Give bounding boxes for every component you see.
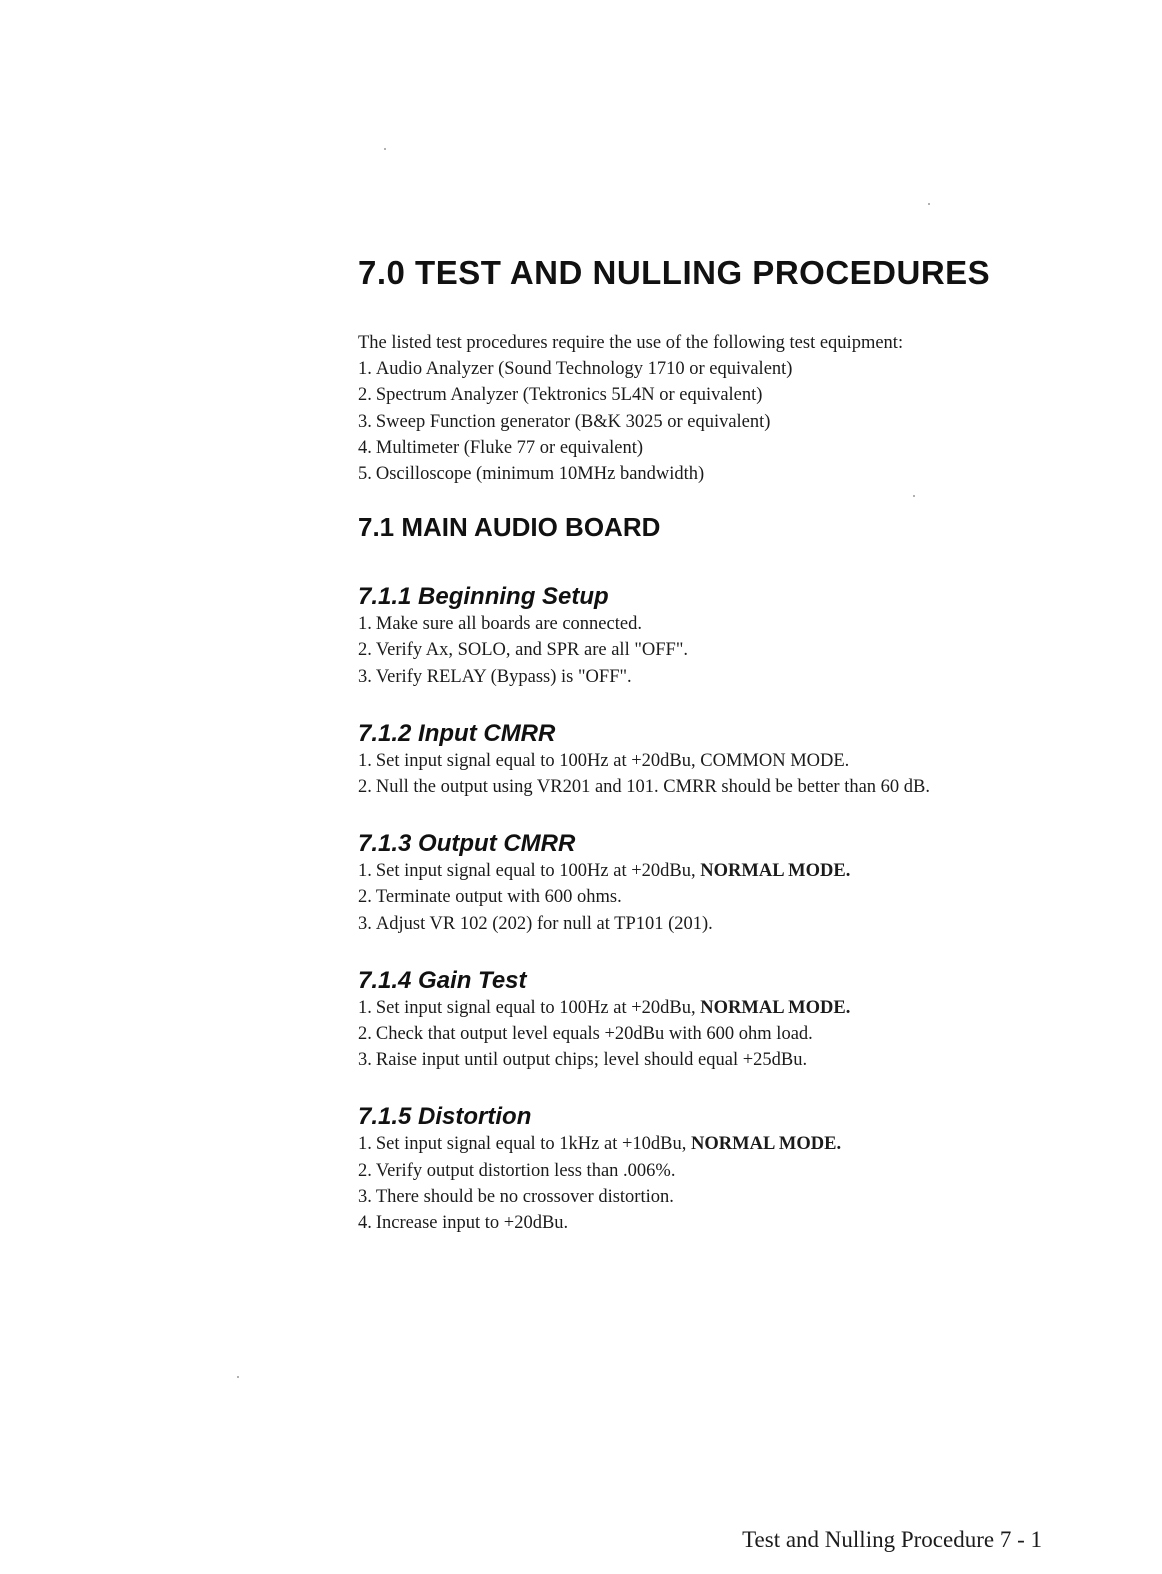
list-item [358,409,1058,435]
item-text: Adjust VR 102 (202) for null at TP101 (201). [375,913,713,934]
item-text: Set input signal equal to 1kHz at +10dBu, [375,1134,692,1155]
item-text: Sweep Function generator (B&K 3025 or equivalent) [375,411,771,432]
list-item [358,461,1058,487]
list-item [358,1158,1058,1184]
item-text: Raise input until output chips; level should equal +25dBu. [375,1050,808,1071]
list-item [358,1184,1058,1210]
list-item [358,1047,1058,1073]
item-number: 1. [358,614,372,635]
list-item [358,382,1058,408]
intro [358,330,1058,487]
list-item [358,435,1058,461]
item-text: Null the output using VR201 and 101. CMRR should be better than 60 dB. [375,777,931,798]
step-list [358,995,1058,1074]
page-title: 7.0 TEST AND NULLING PROCEDURES [358,254,991,291]
item-number: 2. [358,640,372,661]
list-item [358,995,1058,1021]
item-text: Increase input to +20dBu. [375,1213,569,1234]
item-text: Set input signal equal to 100Hz at +20dBu, [375,997,701,1018]
item-number: 2. [358,887,372,908]
list-item [358,911,1058,937]
item-number: 4. [358,1213,372,1234]
scan-speck [384,148,386,150]
item-text: Audio Analyzer (Sound Technology 1710 or equivalent) [375,359,793,380]
item-number: 1. [358,861,372,882]
item-number: 3. [358,913,372,934]
item-text: Check that output level equals +20dBu with 600 ohm load. [375,1024,813,1045]
step-list [358,858,1058,937]
item-text: Verify output distortion less than .006%. [375,1160,676,1181]
list-item [358,1021,1058,1047]
subsection-heading: 7.1.1 Beginning Setup [358,583,609,611]
list-item [358,1131,1058,1157]
mode-emphasis: NORMAL MODE. [700,861,851,882]
item-number: 1. [358,997,372,1018]
document-body [358,254,1058,1236]
item-text: Spectrum Analyzer (Tektronics 5L4N or equivalent) [375,385,763,406]
list-item [358,664,1058,690]
list-item [358,858,1058,884]
intro-text: The listed test procedures require the use of the following test equipment: [358,333,904,353]
item-number: 5. [358,464,372,485]
item-number: 2. [358,1160,372,1181]
item-number: 3. [358,1186,372,1207]
item-number: 4. [358,437,372,458]
item-number: 2. [358,385,372,406]
list-item [358,774,1058,800]
item-text: Make sure all boards are connected. [375,614,642,635]
list-item [358,356,1058,382]
mode-emphasis: NORMAL MODE. [700,997,851,1018]
list-item [358,884,1058,910]
item-number: 3. [358,666,372,687]
list-item [358,611,1058,637]
step-list [358,748,1058,800]
list-item [358,1210,1058,1236]
item-text: Set input signal equal to 100Hz at +20dBu, [375,861,701,882]
item-number: 1. [358,1134,372,1155]
item-number: 3. [358,1050,372,1071]
item-text: Terminate output with 600 ohms. [375,887,622,908]
mode-emphasis: NORMAL MODE. [691,1134,842,1155]
subsection-heading: 7.1.2 Input CMRR [358,719,556,747]
scan-speck [237,1376,239,1378]
item-text: Verify Ax, SOLO, and SPR are all "OFF". [375,640,688,661]
item-number: 1. [358,359,372,380]
item-text: Set input signal equal to 100Hz at +20dBu, COMMON MODE. [375,750,850,771]
section-heading: 7.1 MAIN AUDIO BOARD [358,512,661,543]
item-text: Multimeter (Fluke 77 or equivalent) [375,437,644,458]
subsection-heading: 7.1.3 Output CMRR [358,830,576,858]
subsection-heading: 7.1.4 Gain Test [358,966,527,994]
list-item [358,637,1058,663]
equipment-list [358,356,1058,487]
step-list [358,611,1058,690]
item-number: 2. [358,1024,372,1045]
item-number: 3. [358,411,372,432]
page-footer: Test and Nulling Procedure 7 - 1 [742,1527,1042,1552]
subsection-heading: 7.1.5 Distortion [358,1103,532,1131]
item-text: Verify RELAY (Bypass) is "OFF". [375,666,632,687]
item-number: 1. [358,750,372,771]
list-item [358,748,1058,774]
scan-speck [928,203,930,205]
step-list [358,1131,1058,1236]
item-text: Oscilloscope (minimum 10MHz bandwidth) [375,464,705,485]
item-number: 2. [358,777,372,798]
item-text: There should be no crossover distortion. [375,1186,674,1207]
